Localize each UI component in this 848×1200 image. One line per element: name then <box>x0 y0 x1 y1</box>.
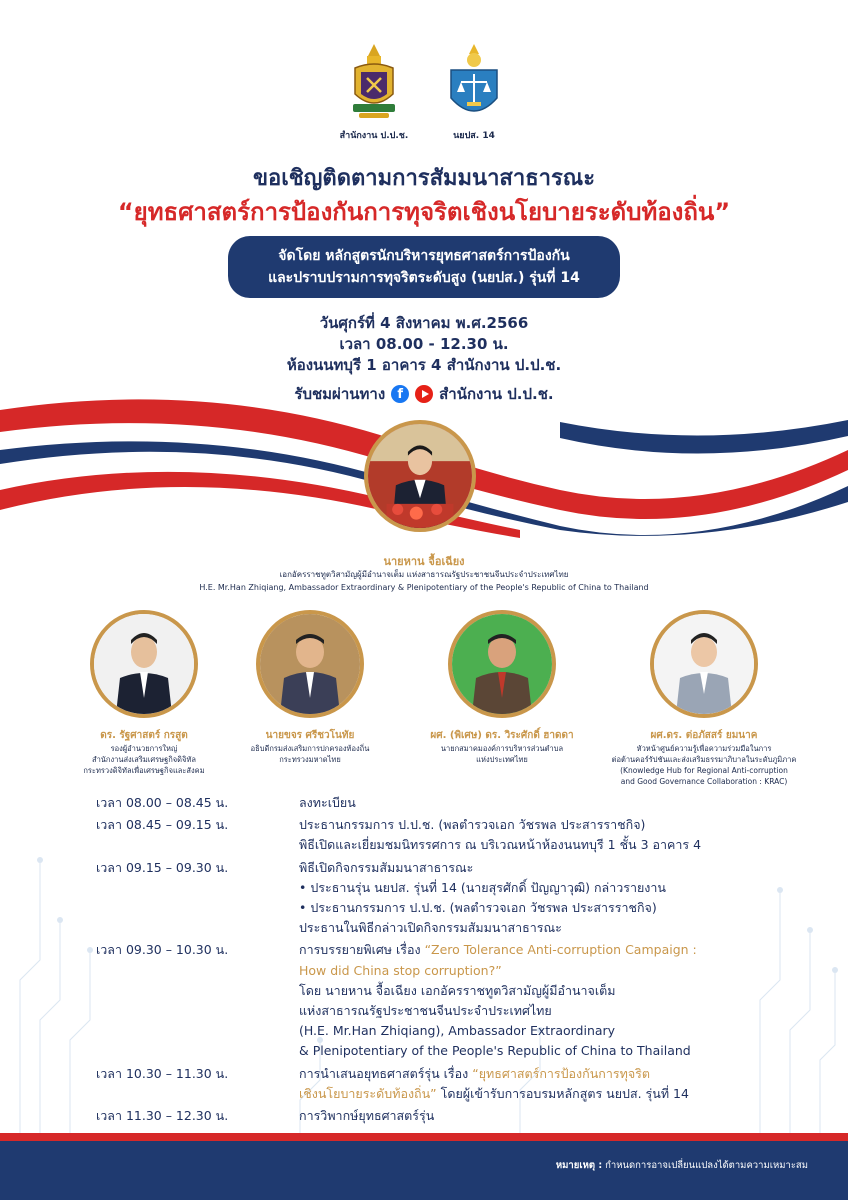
speaker-role-line: แห่งประเทศไทย <box>476 755 528 764</box>
agenda-line: การวิพากษ์ยุทธศาสตร์รุ่น <box>299 1108 435 1124</box>
speaker-role <box>210 743 410 765</box>
agenda-row <box>96 793 796 813</box>
organizer-line: จัดโดย หลักสูตรนักบริหารยุทธศาสตร์การป้องกัน <box>278 248 570 264</box>
watch-channel-name: สำนักงาน ป.ป.ช. <box>439 385 554 403</box>
agenda-row <box>96 858 796 939</box>
speaker-role-line: ต่อต้านคอร์รัปชันและส่งเสริมธรรมาภิบาลในระดับภูมิภาค <box>611 755 797 764</box>
footer-stripe <box>0 1133 848 1141</box>
agenda-line: พิธีเปิดและเยี่ยมชมนิทรรศการ ณ บริเวณหน้าห้องนนทบุรี 1 ชั้น 3 อาคาร 4 <box>299 837 702 853</box>
speaker-card <box>210 610 410 765</box>
youtube-icon[interactable] <box>415 385 433 403</box>
speaker-role-line: กระทรวงดิจิทัลเพื่อเศรษฐกิจและสังคม <box>83 766 205 775</box>
course-logo <box>439 42 509 142</box>
watch-prefix: รับชมผ่านทาง <box>294 385 386 403</box>
speaker-role-line: อธิบดีกรมส่งเสริมการปกครองท้องถิ่น <box>250 744 370 753</box>
speaker-photo <box>448 610 556 718</box>
logo-row <box>0 42 848 142</box>
agenda-description <box>299 1106 796 1126</box>
speaker-role <box>402 743 602 765</box>
nacc-logo <box>339 42 409 142</box>
agenda-line: แห่งสาธารณรัฐประชาชนจีนประจำประเทศไทย <box>299 1003 552 1019</box>
main-speaker-role-english: H.E. Mr.Han Zhiqiang, Ambassador Extraordinary & Plenipotentiary of the People's Republic of China to Thailand <box>199 583 649 592</box>
speaker-role-line: and Good Governance Collaboration : KRAC) <box>620 777 788 786</box>
agenda-line <box>299 1064 796 1084</box>
speaker-role-line: นายกสมาคมองค์การบริหารส่วนตำบล <box>440 744 564 753</box>
logo-caption: สำนักงาน ป.ป.ช. <box>339 131 409 141</box>
footer-note <box>556 1158 808 1173</box>
lecture-title: How did China stop corruption?” <box>299 962 502 978</box>
agenda-row <box>96 940 796 1061</box>
speaker-role-line: หัวหน้าศูนย์ความรู้เพื่อความร่วมมือในการ <box>636 744 772 753</box>
speaker-photo <box>650 610 758 718</box>
speaker-name: นายขจร ศรีชวโนทัย <box>265 730 355 741</box>
agenda-line: ประธานกรรมการ ป.ป.ช. (พลตำรวจเอก วัชรพล ประสารราชกิจ) <box>299 817 646 833</box>
agenda-description <box>299 858 796 939</box>
agenda-line: พิธีเปิดกิจกรรมสัมมนาสาธารณะ <box>299 859 474 875</box>
presentation-title: เชิงนโยบายระดับท้องถิ่น” <box>299 1085 437 1101</box>
agenda <box>96 793 796 1128</box>
speaker-role-line: รองผู้อำนวยการใหญ่ <box>110 744 178 753</box>
agenda-line: ลงทะเบียน <box>299 795 356 810</box>
agenda-description <box>299 940 796 1061</box>
agenda-time: เวลา 10.30 – 11.30 น. <box>96 1065 229 1081</box>
main-speaker-name: นายหาน จื้อเฉียง <box>383 555 465 568</box>
organizer-banner <box>228 236 620 298</box>
agenda-description <box>299 815 796 855</box>
main-speaker-photo <box>364 420 476 532</box>
footer-label: หมายเหตุ : <box>555 1160 603 1171</box>
speaker-role-line: กระทรวงมหาดไทย <box>279 755 341 764</box>
agenda-row <box>96 1064 796 1104</box>
invite-heading: ขอเชิญติดตามการสัมมนาสาธารณะ <box>252 166 596 191</box>
organizer-line: และปราบปรามการทุจริตระดับสูง (นยปส.) รุ่นที่ 14 <box>268 270 580 286</box>
event-venue: ห้องนนทบุรี 1 อาคาร 4 สำนักงาน ป.ป.ช. <box>286 356 562 374</box>
agenda-time: เวลา 08.00 – 08.45 น. <box>96 795 229 810</box>
agenda-line: ประธานในพิธีกล่าวเปิดกิจกรรมสัมมนาสาธารณะ <box>299 920 562 936</box>
speaker-card <box>604 610 804 787</box>
agenda-row <box>96 815 796 855</box>
agenda-line: (H.E. Mr.Han Zhiqiang), Ambassador Extraordinary <box>299 1023 616 1039</box>
agenda-line: • ประธานรุ่น นยปส. รุ่นที่ 14 (นายสุรศักดิ์ ปัญญาวุฒิ) กล่าวรายงาน <box>299 879 666 895</box>
logo-caption: นยปส. 14 <box>453 131 495 141</box>
nacc-emblem-icon <box>345 42 403 126</box>
presentation-title: “ยุทธศาสตร์การป้องกันการทุจริต <box>472 1065 650 1081</box>
watch-channel <box>0 382 848 406</box>
agenda-time: เวลา 11.30 – 12.30 น. <box>96 1108 229 1124</box>
agenda-time: เวลา 08.45 – 09.15 น. <box>96 817 229 833</box>
event-time: เวลา 08.00 - 12.30 น. <box>339 335 509 353</box>
agenda-line: • ประธานกรรมการ ป.ป.ช. (พลตำรวจเอก วัชรพล ประสารราชกิจ) <box>299 900 657 916</box>
agenda-line <box>299 940 796 960</box>
speaker-photo <box>90 610 198 718</box>
agenda-line <box>299 1084 796 1104</box>
agenda-description <box>299 1064 796 1104</box>
agenda-line: & Plenipotentiary of the People's Republic of China to Thailand <box>299 1043 691 1059</box>
speaker-name: ผศ.ดร. ต่อภัสสร์ ยมนาค <box>650 730 758 741</box>
main-speaker-role-thai: เอกอัครราชทูตวิสามัญผู้มีอำนาจเต็ม แห่งสาธารณรัฐประชาชนจีนประจำประเทศไทย <box>279 570 569 579</box>
lecture-prefix: การบรรยายพิเศษ เรื่อง <box>299 942 425 958</box>
agenda-time: เวลา 09.30 – 10.30 น. <box>96 942 229 958</box>
footer-text: กำหนดการอาจเปลี่ยนแปลงได้ตามความเหมาะสม <box>602 1160 808 1171</box>
speaker-card <box>402 610 602 765</box>
speaker-name: ผศ. (พิเศษ) ดร. วิระศักดิ์ ฮาดดา <box>430 730 574 741</box>
agenda-description <box>299 793 796 813</box>
course-emblem-icon <box>445 42 503 126</box>
event-details <box>0 313 848 376</box>
agenda-row <box>96 1106 796 1126</box>
speaker-photo <box>256 610 364 718</box>
event-date: วันศุกร์ที่ 4 สิงหาคม พ.ศ.2566 <box>319 314 529 332</box>
presentation-suffix: โดยผู้เข้ารับการอบรมหลักสูตร นยปส. รุ่นที่ 14 <box>436 1085 689 1101</box>
seminar-title: “ยุทธศาสตร์การป้องกันการทุจริตเชิงนโยบายระดับท้องถิ่น” <box>117 198 731 226</box>
lecture-title: “Zero Tolerance Anti-corruption Campaign : <box>424 942 697 958</box>
agenda-time: เวลา 09.15 – 09.30 น. <box>96 859 229 875</box>
speaker-role-line: (Knowledge Hub for Regional Anti-corruption <box>620 766 788 775</box>
facebook-icon[interactable]: f <box>391 385 409 403</box>
speaker-role-line: สำนักงานส่งเสริมเศรษฐกิจดิจิทัล <box>92 755 196 764</box>
presentation-prefix: การนำเสนอยุทธศาสตร์รุ่น เรื่อง <box>299 1065 473 1081</box>
agenda-line: โดย นายหาน จื้อเฉียง เอกอัครราชทูตวิสามัญผู้มีอำนาจเต็ม <box>299 982 616 998</box>
speaker-name: ดร. รัฐศาสตร์ กรสูต <box>100 730 188 741</box>
